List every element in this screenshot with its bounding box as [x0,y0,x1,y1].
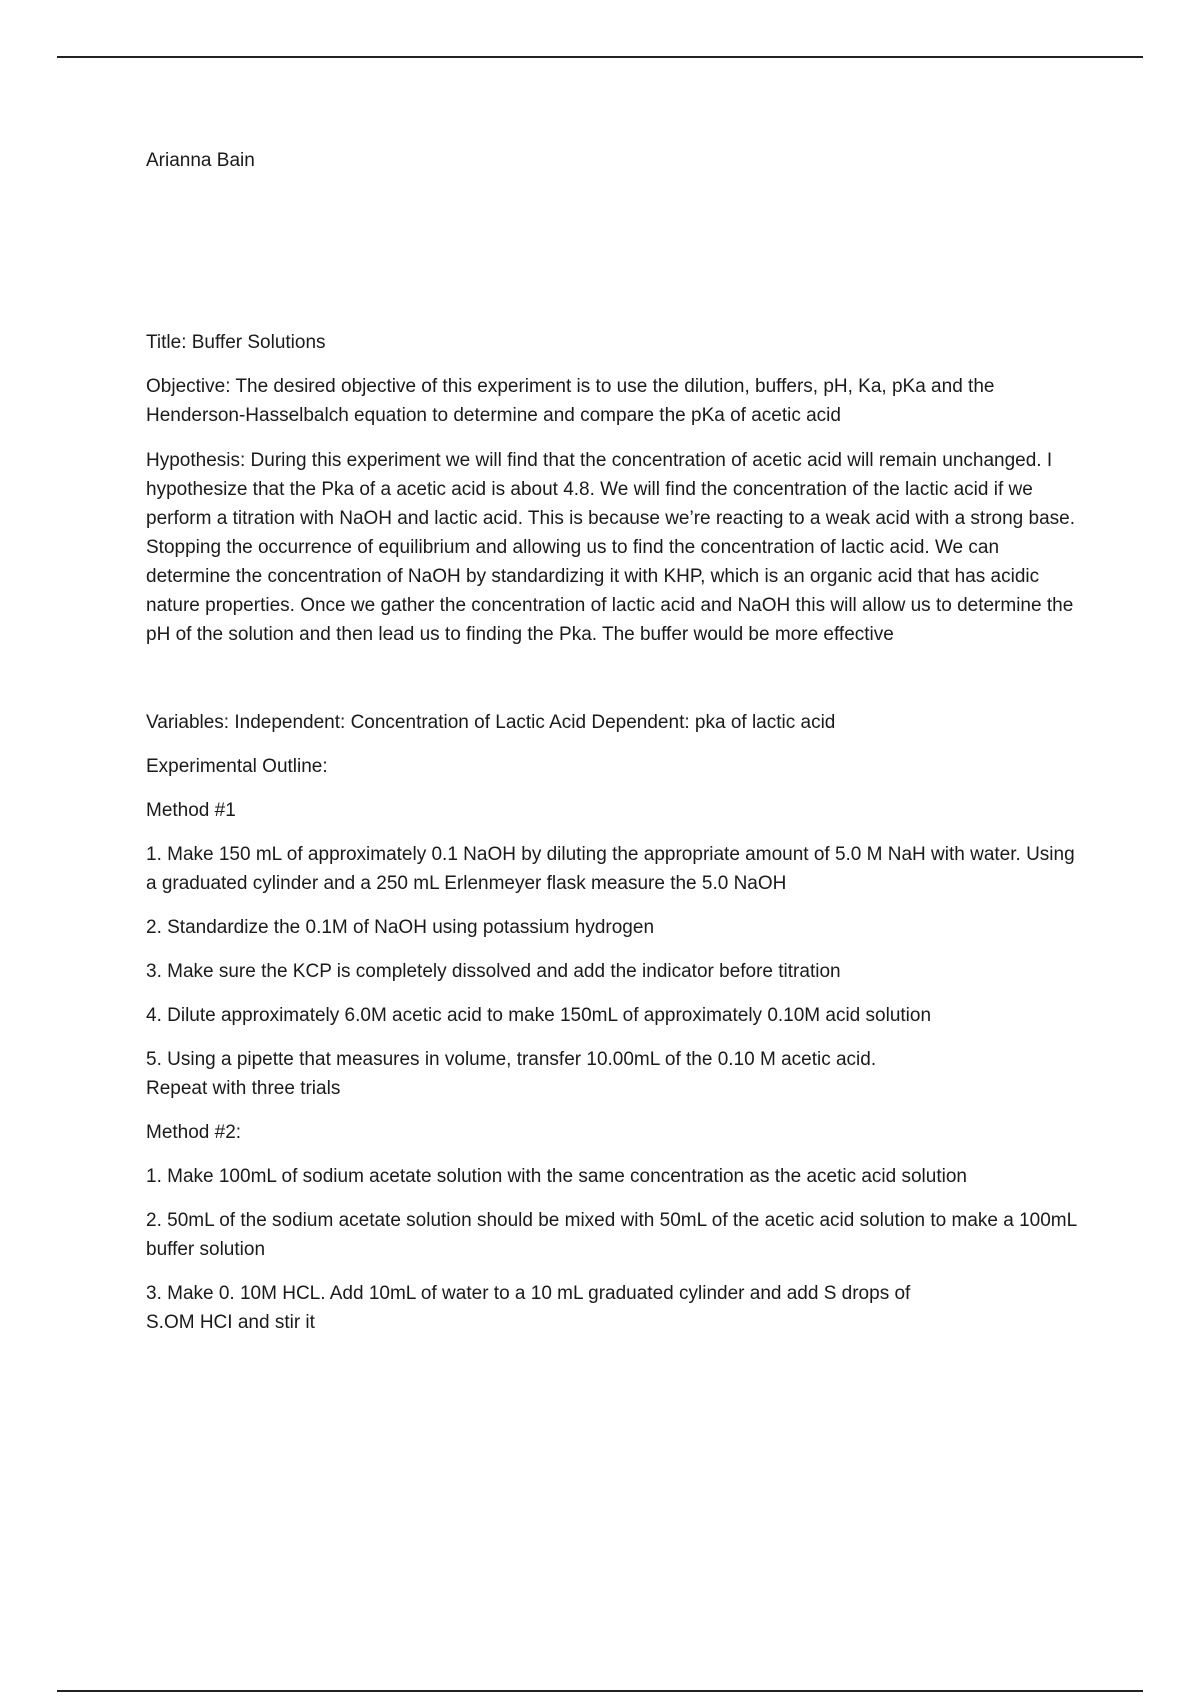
author-name: Arianna Bain [146,150,255,171]
document-body [146,146,1086,1337]
objective-paragraph: Objective: The desired objective of this experiment is to use the dilution, buffers, pH, Ka, pKa and the Henderson-Hasselbalch equation to determine and compare the pKa of acetic acid [146,376,995,426]
variables-paragraph: Variables: Independent: Concentration of Lactic Acid Dependent: pka of lactic acid [146,712,836,733]
method1-heading: Method #1 [146,800,236,821]
outline-heading: Experimental Outline: [146,756,328,777]
method1-step: 1. Make 150 mL of approximately 0.1 NaOH by diluting the appropriate amount of 5.0 M NaH with water. Using a graduated cylinder and a 250 mL Erlenmeyer flask measure the 5.0 NaOH [146,844,1075,894]
method2-step: 3. Make 0. 10M HCL. Add 10mL of water to a 10 mL graduated cylinder and add S drops of S.OM HCI and stir it [146,1283,911,1333]
method1-step: 2. Standardize the 0.1M of NaOH using potassium hydrogen [146,917,655,938]
footer-rule [57,1690,1143,1692]
header-rule [57,56,1143,58]
document-title: Title: Buffer Solutions [146,332,326,353]
hypothesis-paragraph: Hypothesis: During this experiment we will find that the concentration of acetic acid will remain unchanged. I hypothesize that the Pka of a acetic acid is about 4.8. We will find the concentration of the lactic acid if we perform a titration with NaOH and lactic acid. This is because we’re reacting to a weak acid with a strong base. Stopping the occurrence of equilibrium and allowing us to find the concentration of lactic acid. We can determine the concentration of NaOH by standardizing it with KHP, which is an organic acid that has acidic nature properties. Once we gather the concentration of lactic acid and NaOH this will allow us to determine the pH of the solution and then lead us to finding the Pka. The buffer would be more effective [146,450,1075,645]
method1-step: 4. Dilute approximately 6.0M acetic acid to make 150mL of approximately 0.10M acid solution [146,1005,932,1026]
method2-heading: Method #2: [146,1122,242,1143]
method1-step: 5. Using a pipette that measures in volume, transfer 10.00mL of the 0.10 M acetic acid. Repeat with three trials [146,1049,877,1099]
method1-step: 3. Make sure the KCP is completely dissolved and add the indicator before titration [146,961,841,982]
method2-step: 2. 50mL of the sodium acetate solution should be mixed with 50mL of the acetic acid solution to make a 100mL buffer solution [146,1210,1077,1260]
method2-step: 1. Make 100mL of sodium acetate solution with the same concentration as the acetic acid solution [146,1166,967,1187]
